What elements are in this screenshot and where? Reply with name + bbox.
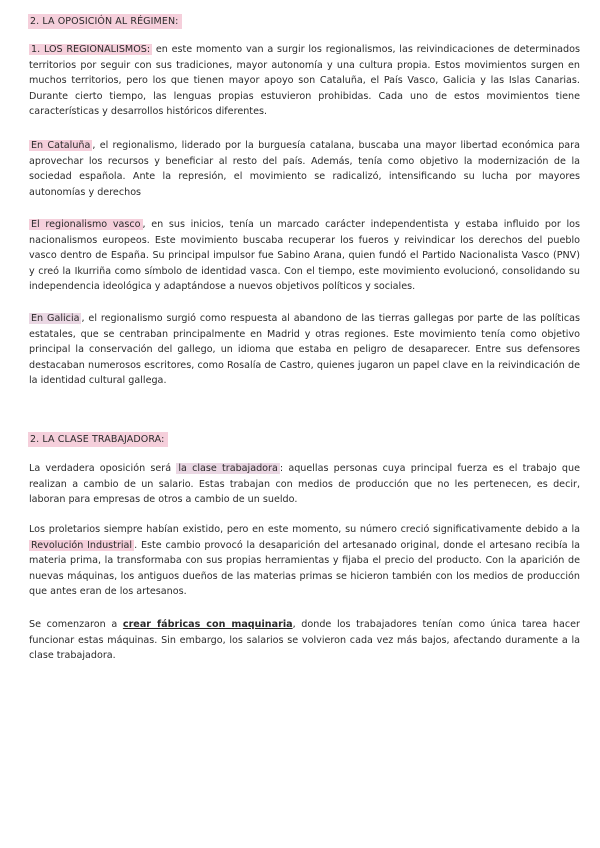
paragraph-text: , en sus inicios, tenía un marcado carácter independentista y estaba influido por los nacionalismos europeos. Este movimiento buscaba recuperar los fueros y reivindicar los derechos del pueblo vasco dentro de España. Su principal impulsor fue Sabino Arana, quien fundó el Partido Nacionalista Vasco (PNV) y creó la Ikurriña como símbolo de identidad vasca. Con el tiempo, este movimiento evolucionó, consolidando su independencia ideológica y adaptándose a nuevos objetivos políticos y sociales.: [29, 219, 580, 293]
highlight-regionalisms: 1. LOS REGIONALISMOS:: [31, 44, 151, 55]
highlight-basque: El regionalismo vasco: [31, 219, 141, 230]
paragraph-working-class: [29, 461, 580, 508]
paragraph-text: en este momento van a surgir los regionalismos, las reivindicaciones de determinados territorios por seguir con sus tradiciones, mayor autonomía y una cultura propia. Estos movimientos surgen en muchos territorios, pero los que tienen mayor apoyo son Cataluña, el País Vasco, Galicia y las Islas Canarias. Durante cierto tiempo, las lenguas propias estuvieron prohibidas. Cada uno de estos movimientos tiene características y desarrollos históricos diferentes.: [29, 44, 580, 118]
paragraph-text: , el regionalismo, liderado por la burguesía catalana, buscaba una mayor libertad económica para aprovechar los recursos y beneficiar al resto del país. Además, tenía como objetivo la modernización de la sociedad española. Ante la represión, el movimiento se radicalizó, intensificando su lucha por mayores autonomías y derechos: [29, 140, 580, 198]
paragraph-text: : aquellas personas cuya principal fuerza es el trabajo que realizan a cambio de un salario. Estas trabajan con medios de producción que no les pertenecen, es decir, laboran para empresas de otros a cambio de un sueldo.: [29, 463, 581, 506]
paragraph-cataluna: [29, 138, 580, 200]
paragraph-basque: [29, 217, 580, 295]
paragraph-factories: [29, 617, 580, 664]
highlight-cataluna: En Cataluña: [31, 140, 91, 151]
highlight-galicia: En Galicia: [31, 313, 80, 324]
paragraph-regionalisms: [29, 42, 580, 120]
paragraph-text: Los proletarios siempre habían existido, pero en este momento, su número creció significativamente debido a la: [29, 524, 580, 535]
emphasis-factories: crear fábricas con maquinaria: [122, 619, 293, 630]
paragraph-galicia: [29, 311, 580, 389]
paragraph-text: . Este cambio provocó la desaparición del artesanado original, donde el artesano recibía la materia prima, la transformaba con sus propias herramientas y fijaba el precio del producto. Con la aparición de nuevas máquinas, los antiguos dueños de las materias primas se hicieron también con los medios de producción que antes eran de los artesanos.: [29, 539, 580, 598]
paragraph-text: , el regionalismo surgió como respuesta al abandono de las tierras gallegas por parte de las políticas estatales, que se centraban principalmente en Madrid y otras regiones. Este movimiento tenía como objetivo principal la conservación del gallego, un idioma que estaba en peligro de desaparecer. Entre sus defensores destacaban numerosos escritores, como Rosalía de Castro, quienes jugaron un papel clave en la reivindicación de la identidad cultural gallega.: [29, 313, 580, 387]
section-heading-working-class: 2. LA CLASE TRABAJADORA:: [28, 432, 168, 447]
highlight-working-class: la clase trabajadora: [178, 463, 278, 474]
section-heading-opposition: 2. LA OPOSICIÓN AL RÉGIMEN:: [28, 14, 182, 29]
highlight-industrial-revolution: Revolución Industrial: [31, 539, 133, 551]
paragraph-text: La verdadera oposición será: [29, 463, 177, 474]
paragraph-text: Se comenzaron a: [29, 619, 123, 630]
paragraph-industrial-revolution: [29, 522, 580, 600]
paragraph-text: , donde los trabajadores tenían como única tarea hacer funcionar estas máquinas. Sin embargo, los salarios se volvieron cada vez más bajos, afectando duramente a la clase trabajadora.: [29, 619, 581, 662]
